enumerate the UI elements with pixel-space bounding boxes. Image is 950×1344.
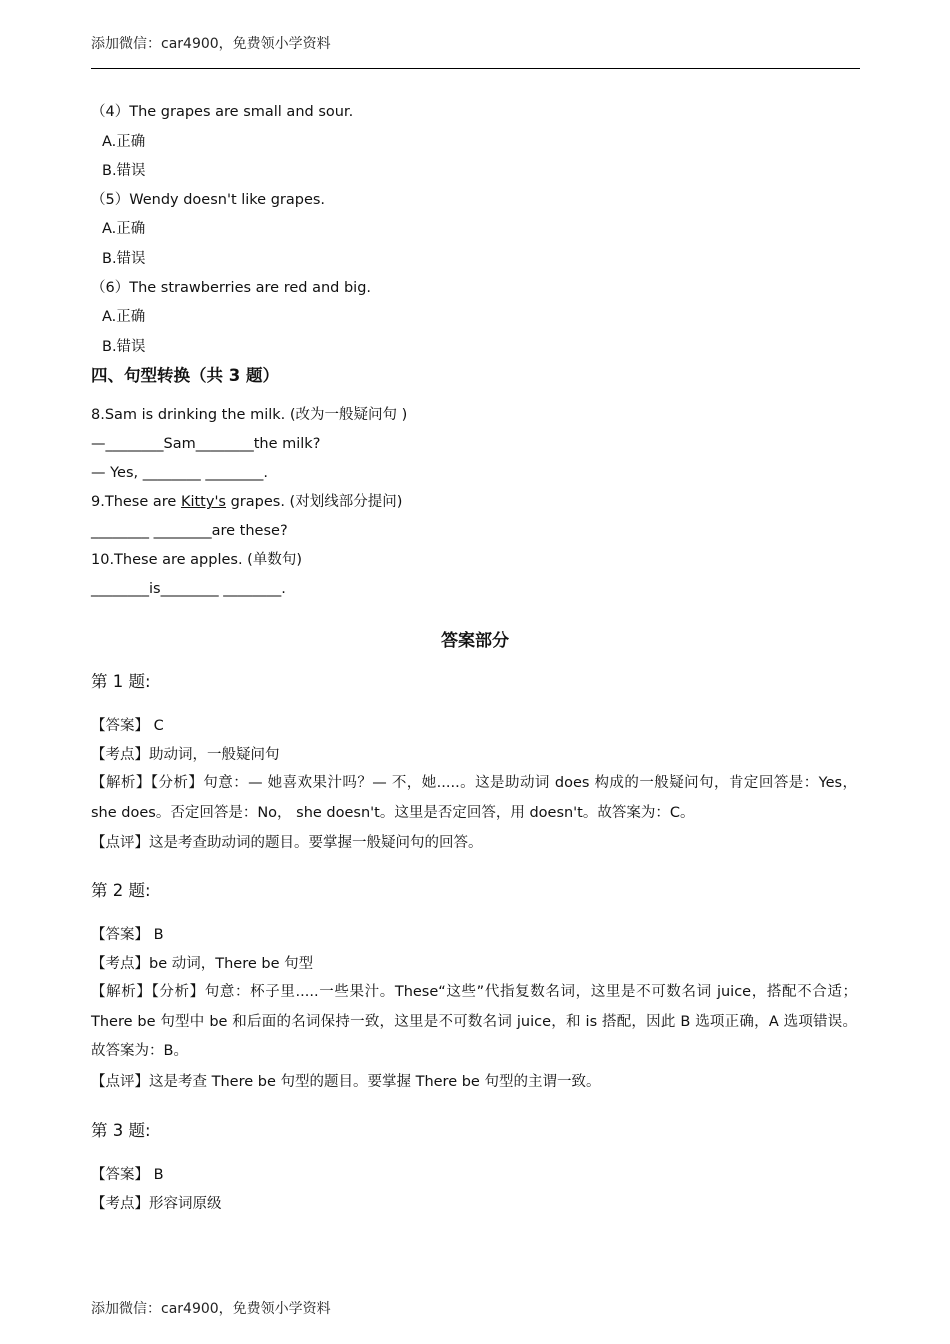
answer-3-point: 【考点】形容词原级 <box>91 1196 222 1212</box>
answer-2-comment: 【点评】这是考查 There be 句型的题目。要掌握 There be 句型的主谓一致。 <box>91 1074 601 1090</box>
question-9-prompt-post: grapes. (对划线部分提问) <box>225 494 403 510</box>
answer-1-answer: 【答案】 C <box>91 718 164 734</box>
question-4-option-a: A.正确 <box>102 134 146 150</box>
question-9-prompt-pre: 9.These are <box>91 494 181 510</box>
question-5-option-b: B.错误 <box>102 251 146 267</box>
answer-2-analysis: 【解析】【分析】句意：杯子里.....一些果汁。These“这些”代指复数名词，这里是不可数名词 juice，搭配不合适；There be 句型中 be 和后面的名词保持一致，这里是不可数名词 juice，和 is 搭配，因此 B 选项正确，A 选项错误。故答案为：B。 <box>91 984 857 1059</box>
answer-3-answer: 【答案】 B <box>91 1167 164 1183</box>
answer-2-answer: 【答案】 B <box>91 927 164 943</box>
answer-1-comment: 【点评】这是考查助动词的题目。要掌握一般疑问句的回答。 <box>91 835 483 851</box>
answer-1-point: 【考点】助动词，一般疑问句 <box>91 747 280 763</box>
answer-1-heading: 第 1 题: <box>91 672 151 691</box>
answer-3-heading: 第 3 题: <box>91 1121 151 1140</box>
question-10-prompt: 10.These are apples. (单数句) <box>91 552 303 568</box>
question-8-prompt: 8.Sam is drinking the milk. (改为一般疑问句 ) <box>91 407 408 423</box>
question-4-text: （4）The grapes are small and sour. <box>91 104 354 120</box>
question-8-line-2: — Yes, ________ ________. <box>91 465 268 481</box>
question-9-prompt <box>91 492 402 512</box>
question-5-option-a: A.正确 <box>102 221 146 237</box>
page-footer-text: 添加微信：car4900，免费领小学资料 <box>91 1301 331 1317</box>
question-6-option-b: B.错误 <box>102 339 146 355</box>
question-4-option-b: B.错误 <box>102 163 146 179</box>
header-divider <box>91 68 860 69</box>
question-9-underlined-word: Kitty's <box>180 494 226 510</box>
answer-2-heading: 第 2 题: <box>91 881 151 900</box>
question-8-line-1: —________Sam________the milk? <box>91 436 321 452</box>
question-6-text: （6）The strawberries are red and big. <box>91 280 372 296</box>
page-header-text: 添加微信：car4900，免费领小学资料 <box>91 36 331 52</box>
question-9-line-1: ________ ________are these? <box>91 523 288 539</box>
answer-2-point: 【考点】be 动词，There be 句型 <box>91 956 314 972</box>
answers-title: 答案部分 <box>441 631 509 651</box>
section-4-title: 四、句型转换（共 3 题） <box>91 366 279 385</box>
question-6-option-a: A.正确 <box>102 309 146 325</box>
question-5-text: （5）Wendy doesn't like grapes. <box>91 192 326 208</box>
answer-1-analysis: 【解析】【分析】句意：— 她喜欢果汁吗？— 不，她.....。这是助动词 does 构成的一般疑问句，肯定回答是：Yes，she does。否定回答是：No， she doesn't。这里是否定回答，用 doesn't。故答案为：C。 <box>91 775 857 821</box>
question-10-line-1: ________is________ ________. <box>91 581 286 597</box>
